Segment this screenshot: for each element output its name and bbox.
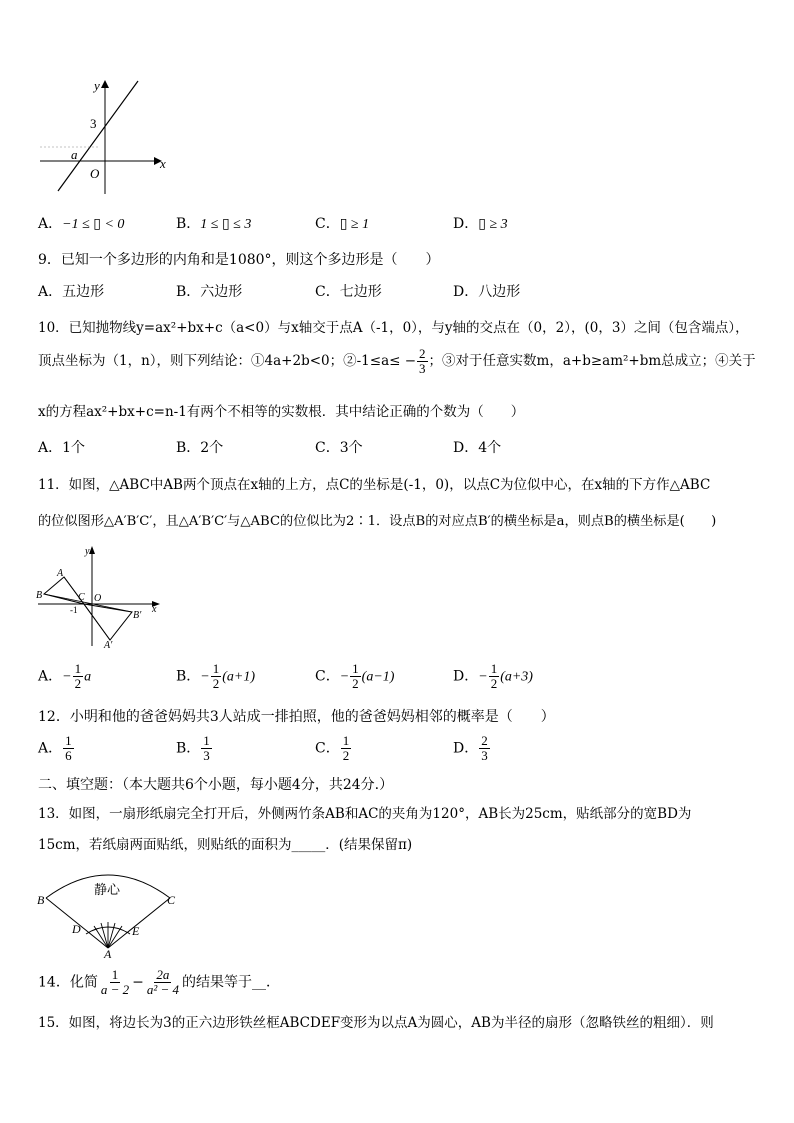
fig8-origin: O bbox=[90, 166, 100, 181]
fig13-C: C bbox=[167, 893, 176, 907]
option-label: C． bbox=[315, 216, 340, 232]
option-expr: ▯ ≥ 1 bbox=[339, 217, 370, 232]
fig11-Ap: A′ bbox=[104, 640, 113, 651]
q12-option-d: D． $\frac{2}{3}$ bbox=[453, 733, 488, 763]
q10-option-a: A．1个 bbox=[38, 440, 86, 456]
q10-option-b: B．2个 bbox=[176, 440, 224, 456]
q15-line1: 15．如图，将边长为3的正六边形铁丝框ABCDEF变形为以点A为圆心，AB为半径的扇形（忽略铁丝的粗细）．则 bbox=[38, 1015, 714, 1031]
q8-option-b bbox=[176, 213, 251, 233]
q11-figure bbox=[34, 542, 164, 652]
q12-option-a: A． $\frac{1}{6}$ bbox=[38, 733, 72, 763]
fig11-Bp: B′ bbox=[133, 610, 142, 621]
fig13-D: D bbox=[72, 922, 81, 936]
fig8-a-label: a bbox=[71, 147, 78, 162]
q9-option-c: C．七边形 bbox=[315, 284, 382, 300]
fig11-neg1: -1 bbox=[70, 605, 78, 615]
fig11-C: C bbox=[78, 592, 85, 603]
fig13-A: A bbox=[104, 947, 112, 958]
fig13-E: E bbox=[132, 924, 140, 938]
q11-option-c: C．− $\frac{1}{2}$ (a−1) bbox=[315, 661, 395, 691]
q10-line3: x的方程ax²+bx+c=n-1有两个不相等的实数根．其中结论正确的个数为（ ） bbox=[38, 404, 525, 420]
q14-fraction-2: $\frac{2a}{\text{a² − 4}}$ bbox=[146, 967, 180, 997]
q10-option-d: D．4个 bbox=[453, 440, 502, 456]
q11-line1: 11．如图，△ABC中AB两个顶点在x轴的上方，点C的坐标是(-1，0)，以点C为位似中心，在x轴的下方作△ABC bbox=[38, 477, 711, 493]
fig11-A: A bbox=[57, 568, 64, 579]
fig13-B: B bbox=[37, 893, 45, 907]
fig11-B: B bbox=[36, 590, 43, 601]
q11-option-d: D．− $\frac{1}{2}$ (a+3) bbox=[453, 661, 533, 691]
q11-option-b: B．− $\frac{1}{2}$ (a+1) bbox=[176, 661, 256, 691]
q10-option-c: C．3个 bbox=[315, 440, 363, 456]
q9-option-a: A．五边形 bbox=[38, 284, 105, 300]
option-label: B． bbox=[176, 216, 201, 232]
q12-option-b: B． $\frac{1}{3}$ bbox=[176, 733, 210, 763]
q9-question: 9．已知一个多边形的内角和是1080°，则这个多边形是（ ） bbox=[38, 252, 440, 268]
q13-fan-figure bbox=[34, 860, 184, 958]
q9-option-b: B．六边形 bbox=[176, 284, 243, 300]
fig8-x-label: x bbox=[160, 156, 166, 171]
option-label: A． bbox=[38, 216, 63, 232]
q12-question: 12．小明和他的爸爸妈妈共3人站成一排拍照，他的爸爸妈妈相邻的概率是（ ） bbox=[38, 709, 555, 725]
q11-option-a: A．− $\frac{1}{2}$ a bbox=[38, 661, 92, 691]
option-expr: 1 ≤ ▯ ≤ 3 bbox=[200, 217, 252, 232]
q14-line: 14．化简 $\frac{1}{a - 2}$ − $\frac{2a}{\text{a² − 4}}$ 的结果等于__． bbox=[38, 967, 281, 997]
q8-figure bbox=[30, 76, 180, 201]
option-expr: −1 ≤ ▯ < 0 bbox=[62, 217, 125, 232]
q8-option-c bbox=[315, 213, 369, 233]
q10-fraction: $\frac{2}{3}$ bbox=[419, 346, 426, 376]
q10-line2: 顶点坐标为（1，n），则下列结论：①4a+2b<0；②-1≤a≤ − $\frac{2}{3}$ ；③对于任意实数m，a+b≥am²+bm总成立；④关于 bbox=[38, 346, 756, 376]
q11-line2: 的位似图形△A′B′C′，且△A′B′C′与△ABC的位似比为2∶1．设点B的对应点B′的横坐标是a，则点B的横坐标是( ) bbox=[38, 514, 717, 529]
fig13-center-text: 静心 bbox=[94, 882, 121, 897]
q13-line1: 13．如图，一扇形纸扇完全打开后，外侧两竹条AB和AC的夹角为120°，AB长为25cm，贴纸部分的宽BD为 bbox=[38, 806, 692, 822]
q14-fraction-1: $\frac{1}{a - 2}$ bbox=[100, 967, 130, 997]
fig8-tick3: 3 bbox=[90, 116, 97, 131]
fig11-O: O bbox=[94, 593, 102, 604]
q8-option-a bbox=[38, 213, 124, 233]
option-expr: ▯ ≥ 3 bbox=[478, 217, 508, 232]
q9-option-d: D．八边形 bbox=[453, 284, 521, 300]
section-heading: 二、填空题：（本大题共6个小题，每小题4分，共24分.） bbox=[38, 777, 394, 793]
q12-option-c: C． $\frac{1}{2}$ bbox=[315, 733, 350, 763]
fig11-x: x bbox=[152, 604, 157, 615]
q13-line2: 15cm，若纸扇两面贴纸，则贴纸的面积为_____．(结果保留π) bbox=[38, 837, 413, 853]
option-label: D． bbox=[453, 216, 479, 232]
fig8-y-label: y bbox=[94, 78, 100, 93]
fig11-y: y bbox=[85, 546, 90, 557]
q8-option-d bbox=[453, 213, 508, 233]
q10-line1: 10．已知抛物线y=ax²+bx+c（a<0）与x轴交于点A（-1，0），与y轴的交点在（0，2），(0，3）之间（包含端点）， bbox=[38, 320, 749, 336]
